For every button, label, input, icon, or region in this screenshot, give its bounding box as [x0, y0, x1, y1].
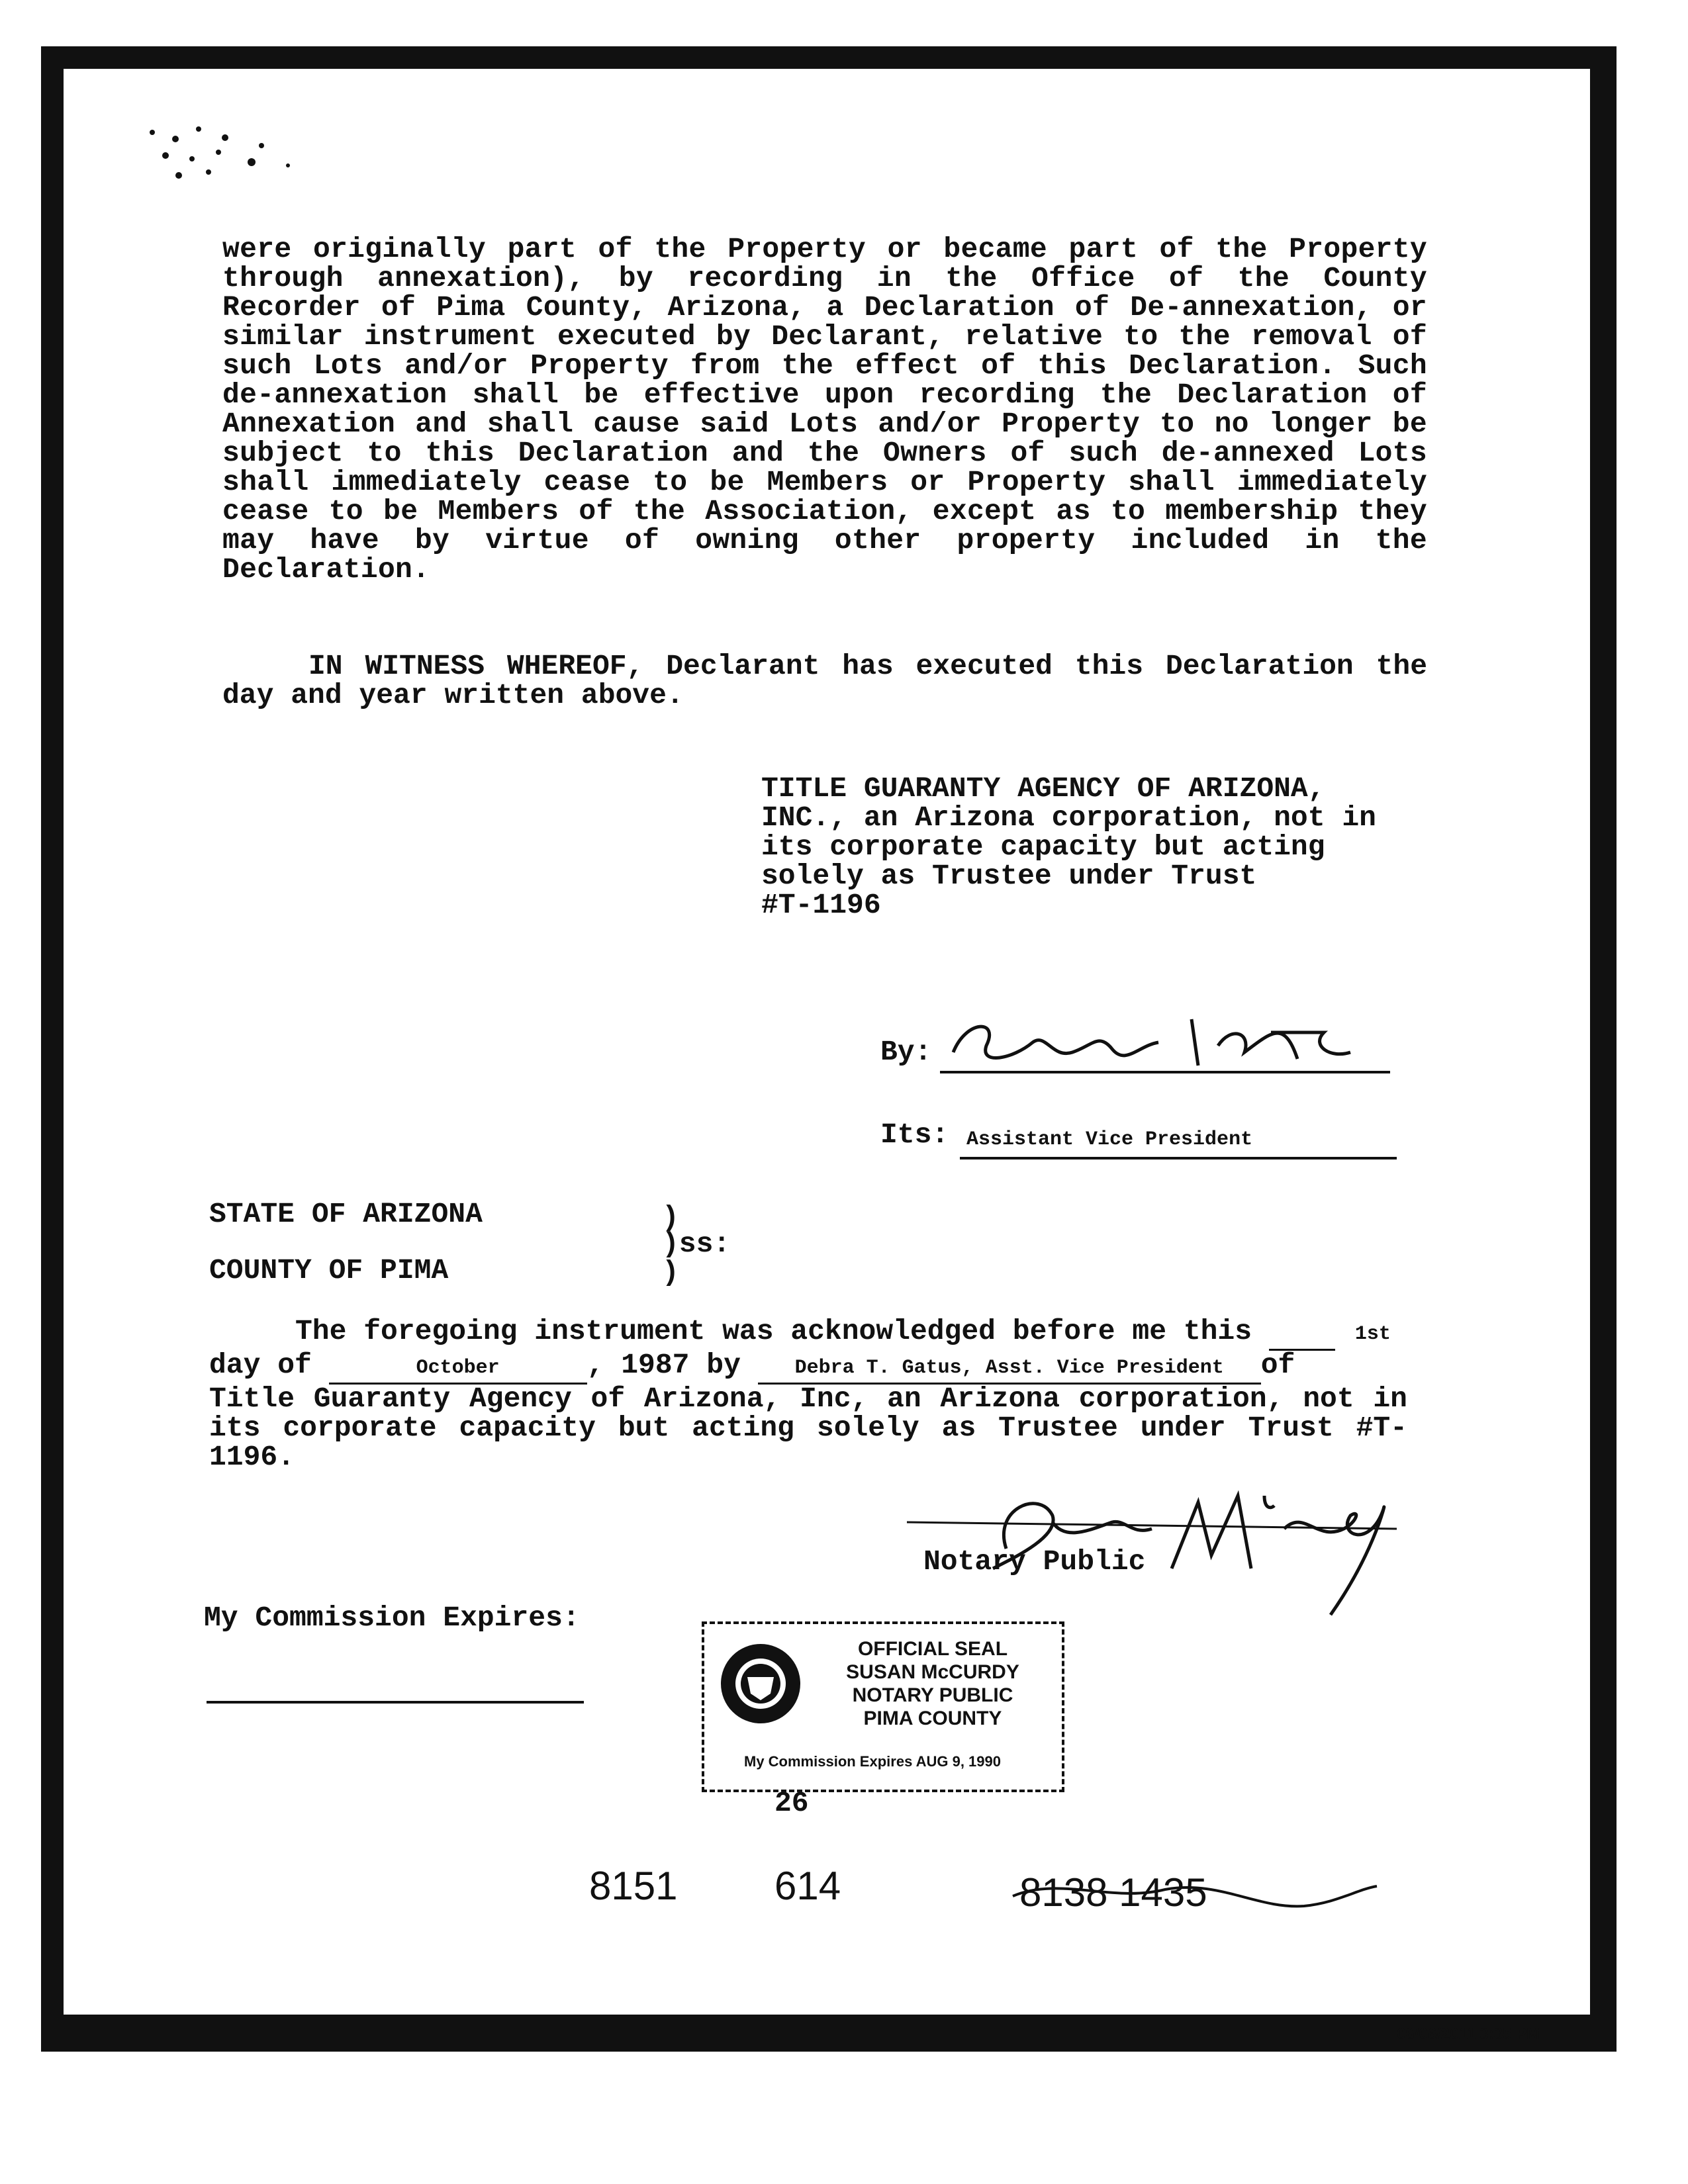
seal-line: OFFICIAL SEAL [857, 1638, 1008, 1660]
seal-text [810, 1637, 1055, 1730]
venue-paren-bottom: ) [662, 1256, 679, 1289]
ack-person-value: Debra T. Gatus, Asst. Vice President [758, 1353, 1261, 1385]
notary-seal [702, 1621, 1064, 1792]
by-label: By: [880, 1036, 932, 1068]
trustee-line: INC., an Arizona corporation, not in [761, 801, 1376, 834]
page-number: 26 [774, 1787, 809, 1819]
ack-rest: Title Guaranty Agency of Arizona, Inc, an Arizona corporation, not in its corporate capacity but acting solely as Trustee under Trust #T-1196. [209, 1383, 1407, 1473]
strike-through-scribble [1006, 1870, 1383, 1923]
ack-month-value: October [329, 1353, 587, 1385]
seal-emblem-icon [718, 1641, 804, 1727]
ss-label: )ss: [662, 1228, 731, 1260]
ack-lead: The foregoing instrument was acknowledged before me this [295, 1315, 1252, 1347]
trustee-line: its corporate capacity but acting [761, 831, 1325, 863]
commission-line [207, 1701, 584, 1704]
docket-page: 614 [774, 1864, 841, 1908]
county-label: COUNTY OF PIMA [209, 1254, 449, 1287]
trustee-line: solely as Trustee under Trust [761, 860, 1257, 892]
trustee-block [761, 774, 1417, 920]
trustee-line: #T-1196 [761, 889, 881, 921]
state-label: STATE OF ARIZONA [209, 1198, 483, 1230]
seal-expiry: My Commission Expires AUG 9, 1990 [744, 1753, 1001, 1770]
ack-day-value: 1st [1269, 1320, 1335, 1351]
acknowledgment-paragraph [209, 1317, 1407, 1472]
its-line [960, 1157, 1397, 1160]
trustee-line: TITLE GUARANTY AGENCY OF ARIZONA, [761, 772, 1325, 805]
its-title-value: Assistant Vice President [966, 1128, 1253, 1151]
its-label: Its: [880, 1118, 949, 1151]
seal-line: NOTARY PUBLIC [852, 1684, 1013, 1706]
scan-speckles [139, 119, 298, 192]
notary-public-label: Notary Public [923, 1545, 1146, 1578]
struck-docket-number: 8138 1435 [1019, 1870, 1207, 1915]
ack-of-text: of [1260, 1349, 1295, 1381]
seal-line: PIMA COUNTY [863, 1707, 1002, 1729]
witness-paragraph: IN WITNESS WHEREOF, Declarant has executed this Declaration the day and year written above. [222, 650, 1427, 711]
venue-paren-top: ) [662, 1201, 679, 1234]
body-paragraph: were originally part of the Property or became part of the Property through annexation), by recording in the Office of the County Recorder of Pima County, Arizona, a Declaration of De-annexation, or similar instrument executed by Declarant, relative to the removal of such Lots and/or Property from the effect of this Declaration. Such de-annexation shall be effective upon recording the Declaration of Annexation and shall cause said Lots and/or Property to no longer be subject to this Declaration and the Owners of such de-annexed Lots shall immediately cease to be Members or Property shall immediately cease to be Members of the Association, except as to membership they may have by virtue of owning other property included in the Declaration. [222, 233, 1427, 586]
print-timestamp: 06/06/2011 3:35 PM [1397, 2025, 1540, 2043]
commission-label: My Commission Expires: [204, 1602, 580, 1634]
ack-day-of: day of [209, 1349, 312, 1381]
docket-number: 8151 [589, 1864, 678, 1908]
seal-line: SUSAN McCURDY [846, 1661, 1019, 1683]
ack-year-text: , 1987 by [586, 1349, 741, 1381]
declarant-signature [940, 1006, 1364, 1079]
